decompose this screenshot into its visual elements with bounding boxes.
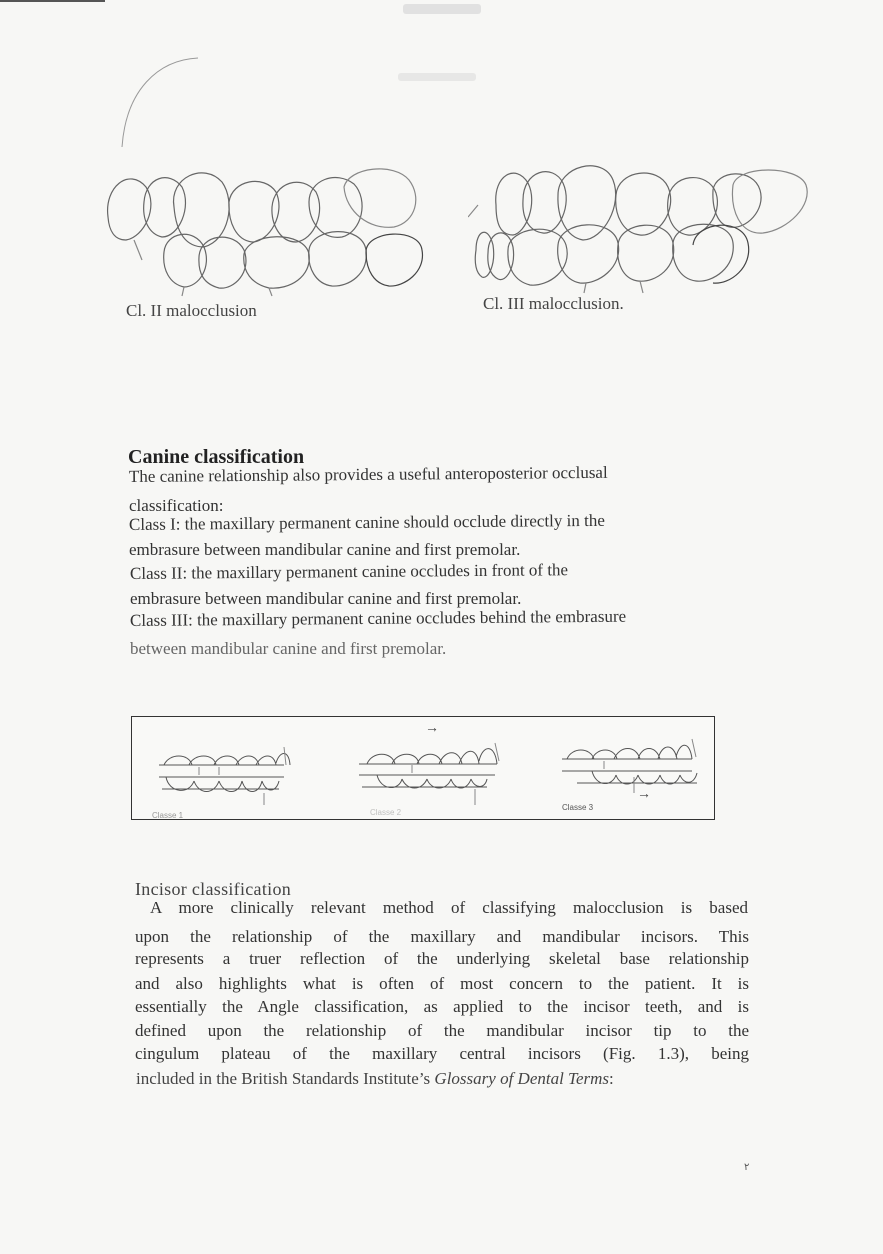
class-ii-teeth-drawing xyxy=(104,162,454,297)
canine-line: classification: xyxy=(129,496,224,515)
scan-smudge xyxy=(403,4,481,14)
canine-line: between mandibular canine and first premolar. xyxy=(130,639,447,658)
incisor-last-line xyxy=(136,1069,614,1089)
incisor-line: A more clinically relevant method of classifying malocclusion is based xyxy=(150,898,748,917)
class-3-teeth-sketch xyxy=(552,737,702,807)
incisor-line: upon the relationship of the maxillary and mandibular incisors. This xyxy=(135,927,749,946)
class-1-teeth-sketch xyxy=(144,745,304,815)
caption-class-ii: Cl. II malocclusion xyxy=(126,301,257,320)
canine-line: embrasure between mandibular canine and first premolar. xyxy=(130,589,522,608)
incisor-line: cingulum plateau of the maxillary central incisors (Fig. 1.3), being xyxy=(135,1044,749,1063)
class-2-teeth-sketch xyxy=(347,739,512,814)
arrow-icon: → xyxy=(425,721,439,736)
canine-classes-figure xyxy=(131,716,715,820)
incisor-line: essentially the Angle classification, as applied to the incisor teeth, and is xyxy=(135,997,749,1016)
incisor-line: represents a truer reflection of the underlying skeletal base relationship xyxy=(135,949,749,968)
canine-line: Class II: the maxillary permanent canine occludes in front of the xyxy=(129,560,569,583)
canine-line: embrasure between mandibular canine and first premolar. xyxy=(129,540,521,559)
canine-line: Class I: the maxillary permanent canine should occlude directly in the xyxy=(128,510,605,534)
arrow-icon: → xyxy=(637,787,651,802)
glossary-title: Glossary of Dental Terms xyxy=(434,1069,610,1088)
pencil-arc xyxy=(118,55,208,155)
canine-line: The canine relationship also provides a useful anteroposterior occlusal xyxy=(128,462,608,486)
incisor-last-line-end: : xyxy=(609,1069,614,1088)
incisor-last-line-text: included in the British Standards Institute’s xyxy=(136,1069,435,1088)
canine-heading: Canine classification xyxy=(128,446,305,468)
class-2-label: Classe 2 xyxy=(370,808,402,817)
incisor-line: defined upon the relationship of the mandibular incisor tip to the xyxy=(135,1021,749,1040)
incisor-line: and also highlights what is often of most concern to the patient. It is xyxy=(135,974,749,993)
canine-line: Class III: the maxillary permanent canine occludes behind the embrasure xyxy=(129,606,627,630)
scan-edge-line xyxy=(0,0,105,2)
class-1-label: Classe 1 xyxy=(152,811,184,820)
caption-class-iii: Cl. III malocclusion. xyxy=(483,294,624,313)
class-3-label: Classe 3 xyxy=(562,803,594,812)
corner-mark: ۲ xyxy=(744,1162,750,1173)
incisor-heading: Incisor classification xyxy=(135,879,292,899)
scan-smudge xyxy=(398,73,476,81)
class-iii-teeth-drawing xyxy=(468,155,813,295)
